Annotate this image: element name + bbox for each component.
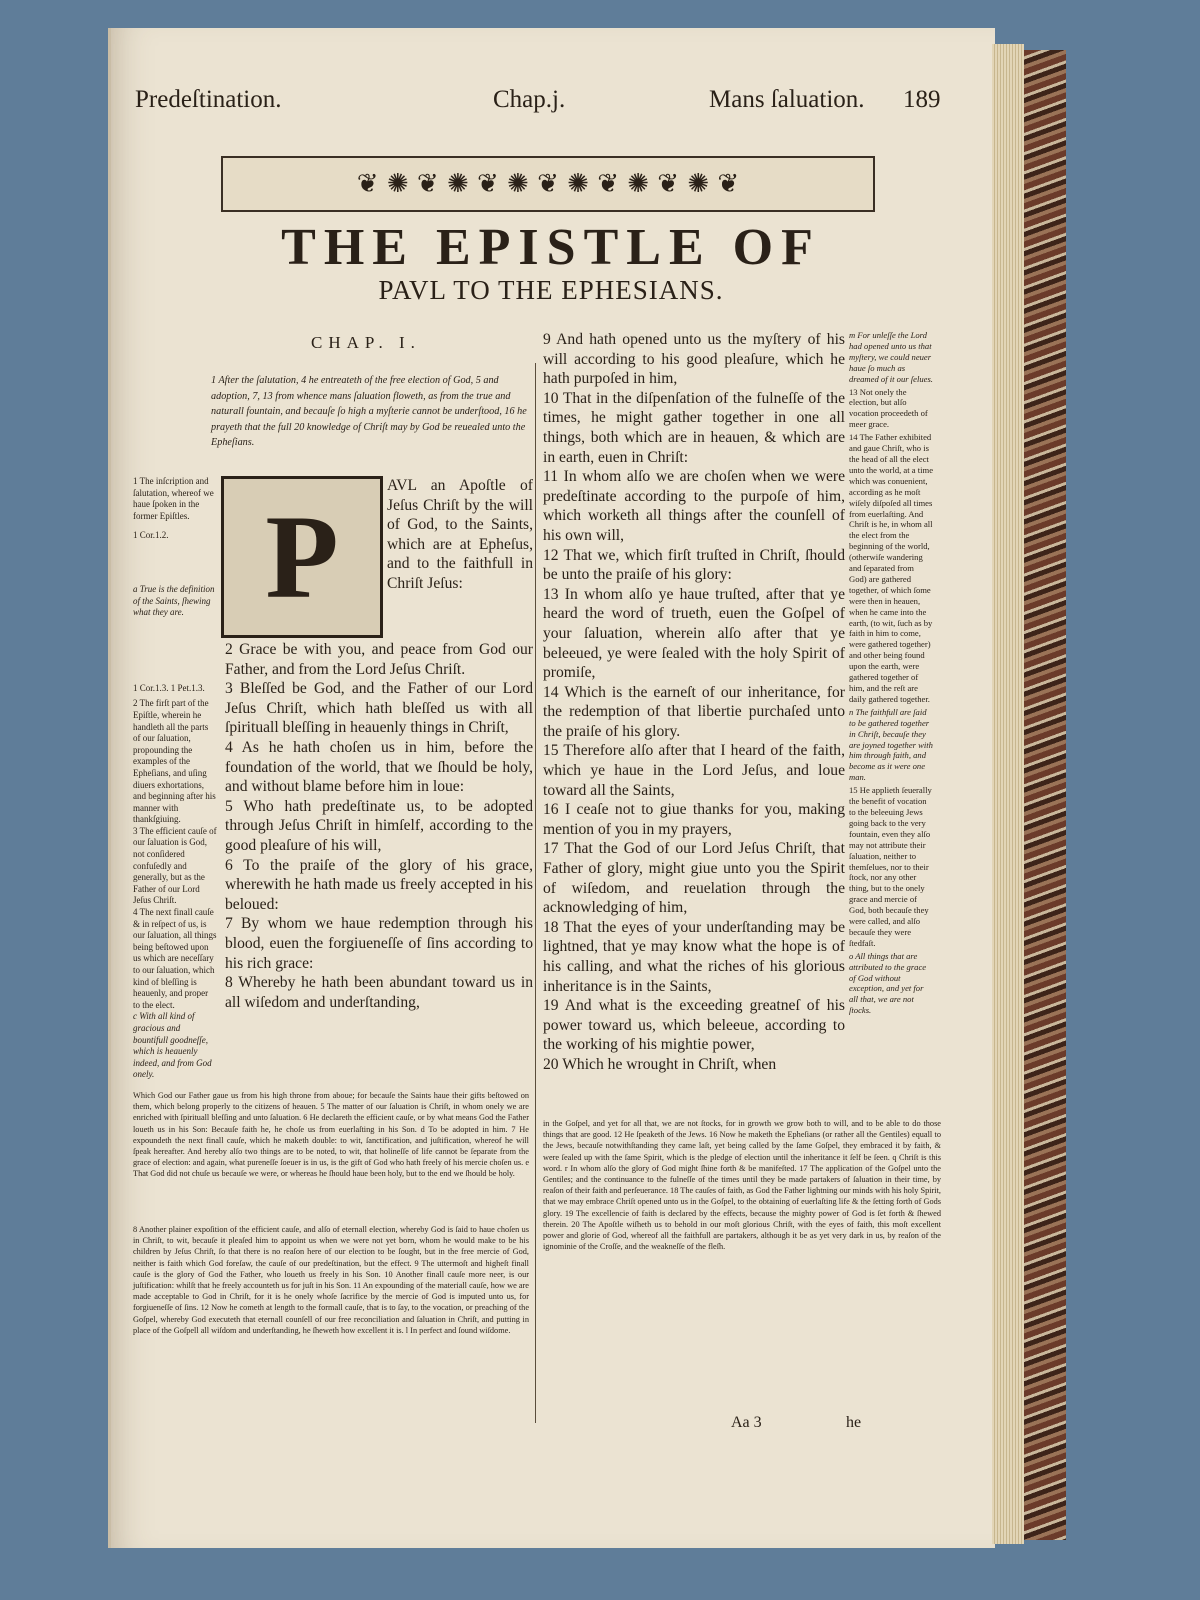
verse-20: 20 Which he wrought in Chriſt, when	[543, 1055, 777, 1073]
verse-16: 16 I ceaſe not to giue thanks for you, making mention of you in my prayers,	[543, 801, 845, 838]
margin-note: c With all kind of gracious and bountifull goodneſſe, which is heauenly indeed, and from God onely.	[133, 1011, 212, 1080]
verse-18: 18 That the eyes of your underſtanding may be lightned, that ye may know what the hope is of his calling, and what the riches of his glorious inheritance is in the Saints,	[543, 918, 845, 995]
column-rule	[535, 363, 536, 1423]
footnotes-left-upper: Which God our Father gaue us from his high throne from aboue; for becauſe the Saints haue their gifts beſtowed on them, which belong properly to the citizens of heauen. 5 The matter of our ſaluation is Chriſt, in whom onely we are enriched with ſpirituall bleſſing and unto ſaluation. 6 He declareth the efficient cauſe, or by what means God the Father loueth us in his Son: Becauſe faith he, he choſe us from euerlaſting in his Son. d To be adopted in him. 7 He expoundeth the next finall cauſe, which he maketh double: to wit, ſanctification, and juſtification, whereof he will ſpeak hereafter. And hereby alſo two things are to be noted, to wit, that holineſſe of life cannot be ſeparate from the grace of election: and again, what pureneſſe ſoeuer is in us, is the gift of God who hath freely of his mercie choſen us. e That God did not chuſe us becauſe we were, or whereas he ſhould haue been holy, but to the end we ſhould be holy.	[133, 1091, 529, 1179]
verse-11: 11 In whom alſo we are choſen when we were predeſtinate according to the purpoſe of him, which worketh all things after the counſell of his own will,	[543, 468, 845, 544]
footnotes-right: in the Goſpel, and yet for all that, we are not ſtocks, for in growth we grow both to will, and to be able to do those things that are good. 12 He ſpeaketh of the Jews. 16 Now he maketh the Epheſians (or rather all the Gentiles) equall to the Jews, becauſe notwithſtanding they came laſt, yet being called by the ſame Goſpel, they embraced it by faith, & were ſealed up with the ſame Spirit, which is the pledge of election until the inheritance it ſelf be ſeen. q Chriſt is this word. r In whom alſo the glory of God might ſhine forth & be manifeſted. 17 The application of the Goſpel unto the Gentiles; and the continuance to the fulneſſe of the times until they be made partakers of ſaluation in their time, by reaſon of their faith and perſeuerance. 18 The cauſes of faith, as God the Father lightning our minds with his holy Spirit, that we may embrace Chriſt opened unto us in the Goſpel, to the obtaining of euerlaſting life & the ſetting forth of Gods glory. 19 The excellencie of faith is declared by the effects, because the mighty power of God is ſet forth & ſhewed therein. 20 The Apoſtle wiſheth us to behold in our moſt glorious Chriſt, with the eyes of faith, this moſt excellent power and glorie of God, whereof all the faithfull are partakers, although it be as yet very dark in us, by reaſon of the ignominie of the Croſſe, and the weakneſſe of the fleſh.	[543, 1119, 941, 1252]
margin-note: 1 Cor.1.3. 1 Pet.1.3.	[133, 682, 205, 693]
running-head-right: Mans ſaluation.	[709, 86, 865, 113]
verse-9: 9 And hath opened unto us the myſtery of his will according to his good pleaſure, which he hath purpoſed in him,	[543, 331, 845, 388]
margin-note: 1 Cor.1.2.	[133, 530, 169, 541]
running-head-center: Chap.j.	[493, 86, 566, 113]
marbled-endpaper	[1024, 50, 1066, 1540]
verse-1: AVL an Apoſtle of Jeſus Chriſt by the will of God, to the Saints, which are at Epheſus, and to the faithfull in Chriſt Jeſus:	[387, 477, 533, 592]
verse-6: 6 To the praiſe of the glory of his grace, wherewith he hath made us freely accepted in his beloued:	[225, 856, 533, 913]
verses-9-20	[543, 330, 845, 1075]
verse-5: 5 Who hath predeſtinate us, to be adopted through Jeſus Chriſt in himſelf, according to the good pleaſure of his will,	[225, 797, 533, 854]
margin-note: n The faithfull are ſaid to be gathered together in Chriſt, becauſe they are joyned together with him through faith, and become as it were one man.	[849, 706, 933, 783]
verse-2: 2 Grace be with you, and peace from God our Father, and from the Lord Jeſus Chriſt.	[225, 641, 533, 678]
book-page	[108, 28, 995, 1548]
page-edges	[992, 44, 1024, 1544]
verse-3: 3 Bleſſed be God, and the Father of our Lord Jeſus Chriſt, which hath bleſſed us with all ſpirituall bleſſing in heauenly things in Chriſt,	[225, 680, 533, 737]
verse-4: 4 As he hath choſen us in him, before the foundation of the world, that we ſhould be holy, and without blame before him in loue:	[225, 738, 533, 796]
open-book	[108, 28, 1048, 1548]
epistle-title: THE EPISTLE OF	[281, 219, 821, 276]
signature-mark: Aa 3	[731, 1414, 762, 1431]
verse-8: 8 Whereby he hath been abundant toward us in all wiſedom and underſtanding,	[225, 974, 533, 1011]
page-number: 189	[903, 86, 941, 113]
ornamental-border	[221, 156, 875, 212]
chapter-summary: 1 After the ſalutation, 4 he entreateth of the free election of God, 5 and adoption, 7, 13 from whence mans ſaluation floweth, as from the true and naturall fountain, and becauſe ſo high a myſterie cannot be underſtood, 16 he prayeth that the full 20 knowledge of Chriſt may by God be reuealed unto the Epheſians.	[211, 375, 527, 448]
margin-note: 15 He applieth ſeuerally the benefit of vocation to the beleeuing Jews going back to the very fountain, even they alſo may not attribute their ſaluation, neither to themſelues, nor to their ſtock, nor any other thing, but to the onely grace and mercie of God, both becauſe they were called, and alſo becauſe they were ſtedfaſt.	[849, 785, 932, 948]
verse-15: 15 Therefore alſo after that I heard of the faith, which ye haue in the Lord Jeſus, and loue toward all the Saints,	[543, 742, 845, 799]
running-head-left: Predeſtination.	[135, 86, 282, 113]
verse-13: 13 In whom alſo ye haue truſted, after that ye heard the word of trueth, euen the Goſpel of your ſaluation, wherein alſo after that ye beleeued, ye were ſealed with the holy Spirit of promiſe,	[543, 585, 845, 682]
margin-note: m For unleſſe the Lord had opened unto us that myſtery, we could neuer haue ſo much as dreamed of it our ſelues.	[849, 330, 933, 384]
verse-17: 17 That the God of our Lord Jeſus Chriſt, that Father of glory, might giue unto you the Spirit of wiſedom, and reuelation through the acknowledging of him,	[543, 840, 845, 917]
margin-note: 13 Not onely the election, but alſo vocation proceedeth of meer grace.	[849, 386, 928, 430]
verse-14: 14 Which is the earneſt of our inheritance, for the redemption of that libertie purchaſed unto the praiſe of his glory.	[543, 683, 845, 740]
margin-note: o All things that are attributed to the grace of God without exception, and yet for all that, we are not ſtocks.	[849, 950, 927, 1016]
epistle-subtitle: PAVL TO THE EPHESIANS.	[378, 275, 724, 305]
margin-note: 1 The inſcription and ſalutation, whereof we haue ſpoken in the former Epiſtles.	[133, 476, 214, 521]
chapter-heading: CHAP. I.	[311, 333, 421, 352]
margin-note: 14 The Father exhibited and gaue Chriſt, who is the head of all the elect unto the world, at a time which was conuenient, according as he moſt wiſely diſpoſed all times from euerlaſting. And Chriſt is he, in whom all the elect from the beginning of the world, (otherwiſe wandering and ſeparated from God) are gathered together, of which ſome were then in heauen, when he came into the earth, (to wit, ſuch as by faith in him to come, were gathered together) and other being found upon the earth, were gathered together of him, and the reſt are daily gathered together.	[849, 432, 934, 704]
verse-10: 10 That in the diſpenſation of the fulneſſe of the times, he might gather together in one all things, both which are in heauen, & which are in earth, euen in Chriſt:	[543, 389, 845, 466]
margin-note: a True is the definition of the Saints, ſhewing what they are.	[133, 583, 215, 618]
catchword: he	[846, 1414, 862, 1431]
margin-note: 4 The next finall cauſe & in reſpect of us, is our ſaluation, all things being beſtowed upon us which are neceſſary to our ſaluation, which kind of bleſſing is heauenly, and proper to the elect.	[133, 907, 217, 1010]
ornament-glyphs: ❦ ✺ ❦ ✺ ❦ ✺ ❦ ✺ ❦ ✺ ❦ ✺ ❦	[356, 169, 740, 199]
right-margin-notes	[849, 330, 933, 1016]
decorated-initial: P	[221, 476, 383, 638]
verse-12: 12 That we, which firſt truſted in Chriſt, ſhould be unto the praiſe of his glory:	[543, 546, 845, 584]
margin-note: 3 The efficient cauſe of our ſaluation is God, not conſidered confuſedly and generally, but as the Father of our Lord Jeſus Chriſt.	[133, 825, 217, 906]
verses-2-8	[225, 640, 533, 1012]
verse-19: 19 And what is the exceeding greatneſ of his power toward us, which beleeue, according to the working of his mightie power,	[543, 997, 845, 1054]
verse-7: 7 By whom we haue redemption through his blood, euen the forgiueneſſe of ſins according to his rich grace:	[225, 915, 533, 972]
footnotes-left-lower: 8 Another plainer expoſition of the efficient cauſe, and alſo of eternall election, whereby God is ſaid to haue choſen us in Chriſt, to wit, becauſe it pleaſed him to appoint us when we were not yet born, whom he would make to be his children by Jeſus Chriſt, ſo that there is no reaſon here of our election to be ſought, but in the free mercie of God, neither is faith which God foreſaw, the cauſe of our predeſtination, but the effect. 9 The uttermoſt and higheſt finall cauſe is the glory of God the Father, who loueth us freely in his Son. 10 Another finall cauſe more neer, is our juſtification: whilſt that he freely accounteth us for juſt in his Son. 11 An expounding of the materiall cauſe, how we are made acceptable to God in Chriſt, for it is he onely whoſe ſacrifice by the mercie of God is imputed unto us, for forgiueneſſe of ſins. 12 Now he cometh at length to the formall cauſe, that is to ſay, to the vocation, or preaching of the Goſpel, whereby God executeth that eternall counſell of our free reconciliation and ſaluation in Chriſt, and putting in place of the Goſpell all wiſdom and underſtanding, he ſheweth how excellent it is. l In perfect and ſound wiſdome.	[133, 1225, 529, 1335]
left-margin-notes	[133, 476, 217, 1081]
margin-note: 2 The firſt part of the Epiſtle, wherein he handleth all the parts of our ſaluation, propounding the examples of the Epheſians, and uſing diuers exhortations, and beginning after his manner with thankſgiuing.	[133, 698, 216, 825]
